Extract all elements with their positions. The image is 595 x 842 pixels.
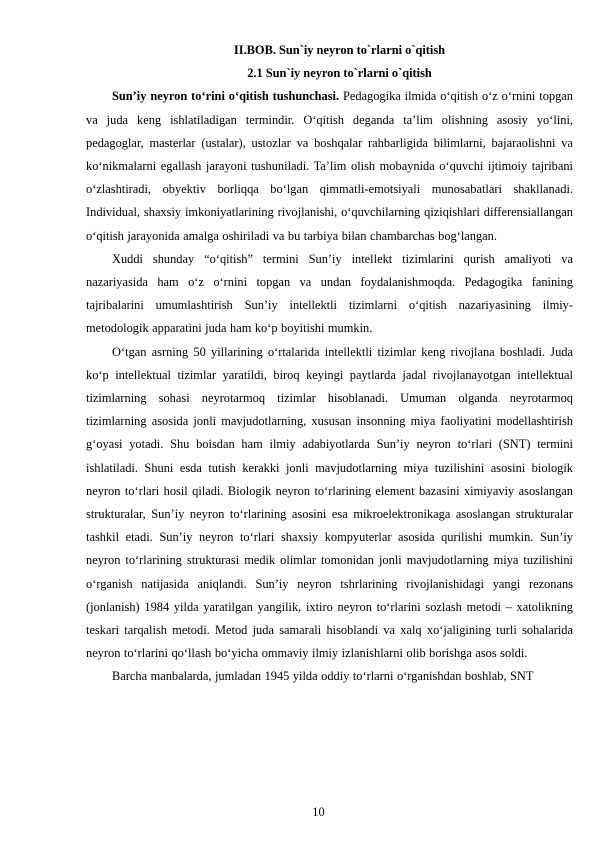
paragraph-3-text: O‘tgan asrning 50 yillarining o‘rtalarida intellektli tizimlar keng rivojlana boshladi. Juda ko‘p intellektual tizimlar yaratildi, biroq keyingi paytlarda jadal rivojlanayotgan intellektual tizimlarning sohasi neyrotarmoq tizimlar hisoblanadi. Umuman olganda neyrotarmoq tizimlarning asosida jonli mavjudotlarning, xususan insonning miya faoliyatini modellashtirish g‘oyasi yotadi. Shu boisdan ham ilmiy adabiyotlarda Sun’iy neyron to‘rlari (SNT) termini ishlatiladi. Shuni esda tutish kerakki jonli mavjudotlarning miya tuzilishini asosini biologik neyron to‘rlari hosil qiladi. Biologik neyron to‘rlarining element bazasini ximiyaviy asoslangan strukturalar, Sun’iy neyron to‘rlarining asosini esa mikroelektronikaga asoslangan strukturalar tashkil etadi. Sun’iy neyron to‘rlari shaxsiy kompyuterlar asosida qurilishi mumkin. Sun’iy neyron to‘rlarining strukturasi medik olimlar tomonidan jonli mavjudotlarning miya tuzilishini o‘rganish natijasida aniqlandi. Sun’iy neyron tshrlarining rivojlanishidagi yangi rezonans (jonlanish) 1984 yilda yaratilgan yangilik, ixtiro neyron to‘rlarini sozlash metodi – xatolikning teskari tarqalish metodi. Metod juda samarali hisoblandi va xalq xo‘jaligining turli sohalarida neyron to‘rlarini qo‘llash bo‘yicha ommaviy ilmiy izlanishlarni olib borishga asos soldi. — [86, 344, 573, 661]
section-title: 2.1 Sun`iy neyron to`rlarni o`qitish — [247, 66, 432, 81]
paragraph-1-text: Pedagogika ilmida o‘qitish o‘z o‘rnini topgan va juda keng ishlatiladigan termindir. O‘qitish deganda ta’lim olishning asosiy yo‘lini, pedagoglar, masterlar (ustalar), ustozlar va boshqalar rahbarligida bilimlarni, bajaraolishni va ko‘nikmalarni egallash jarayoni tushuniladi. Ta’lim olish mobaynida o‘quvchi ijtimoiy tajribani o‘zlashtiradi, obyektiv borliqqa bo‘lgan qimmatli-emotsiyali munosabatlari shakllanadi. Individual, shaxsiy imkoniyatlarining rivojlanishi, o‘quvchilarning qiziqishlari differensiallangan o‘qitish jarayonida amalga oshiriladi va bu tarbiya bilan chambarchas bog‘langan. — [86, 89, 573, 243]
paragraph-1-lead: Sun’iy neyron to‘rini o‘qitish tushunchasi. — [112, 89, 340, 104]
paragraph-4 — [86, 665, 573, 688]
document-page — [86, 39, 573, 689]
paragraph-3 — [86, 341, 573, 666]
paragraph-4-text: Barcha manbalarda, jumladan 1945 yilda oddiy to‘rlarni o‘rganishdan boshlab, SNT — [112, 669, 534, 684]
chapter-title: II.BOB. Sun`iy neyron to`rlarni o`qitish — [233, 43, 446, 57]
paragraph-2 — [86, 248, 573, 341]
paragraph-1 — [86, 85, 573, 247]
paragraph-2-text: Xuddi shunday “o‘qitish” termini Sun’iy intellekt tizimlarini qurish amaliyoti va nazariyasida ham o‘z o‘rnini topgan va undan foydalanishmoqda. Pedagogika fanining tajribalarini umumlashtirish Sun’iy intellektli tizimlarni o‘qitish nazariyasining ilmiy-metodologik apparatini juda ham ko‘p boyitishi mumkin. — [86, 251, 573, 336]
page-number: 10 — [312, 805, 325, 819]
